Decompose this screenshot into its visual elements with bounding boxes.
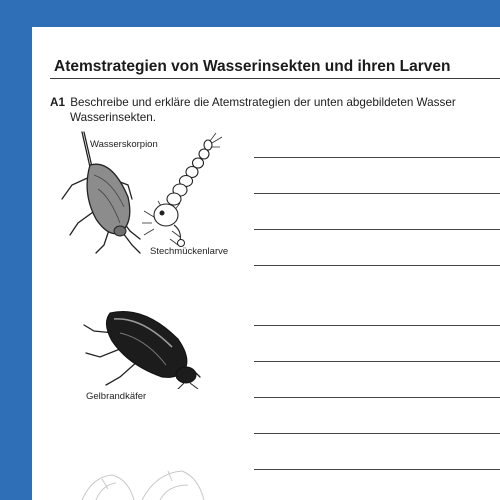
worksheet-title: Atemstrategien von Wasserinsekten und ihren Larven (54, 58, 451, 75)
task-number: A1 (50, 96, 65, 109)
caption-water-scorpion: Wasserskorpion (90, 139, 158, 150)
answer-line[interactable] (254, 157, 500, 158)
mosquito-larva-illustration (140, 127, 230, 257)
diving-beetle-illustration (80, 299, 210, 389)
answer-line[interactable] (254, 397, 500, 398)
task-text: Beschreibe und erkläre die Atemstrategien der unten abgebildeten Wasser (70, 96, 456, 109)
task-a1-line1 (50, 95, 500, 110)
caption-diving-beetle: Gelbrandkäfer (86, 391, 147, 402)
answer-line[interactable] (254, 361, 500, 362)
answer-line[interactable] (254, 433, 500, 434)
faded-plant-illustration (72, 467, 222, 500)
worksheet-page (32, 27, 500, 500)
caption-mosquito-larva: Stechmückenlarve (150, 246, 229, 257)
task-a1 (50, 95, 500, 125)
answer-line[interactable] (254, 469, 500, 470)
answer-line[interactable] (254, 229, 500, 230)
answer-line[interactable] (254, 325, 500, 326)
title-divider (50, 78, 500, 79)
answer-line[interactable] (254, 193, 500, 194)
task-a1-line2: Wasserinsekten. (70, 111, 156, 124)
answer-line[interactable] (254, 265, 500, 266)
